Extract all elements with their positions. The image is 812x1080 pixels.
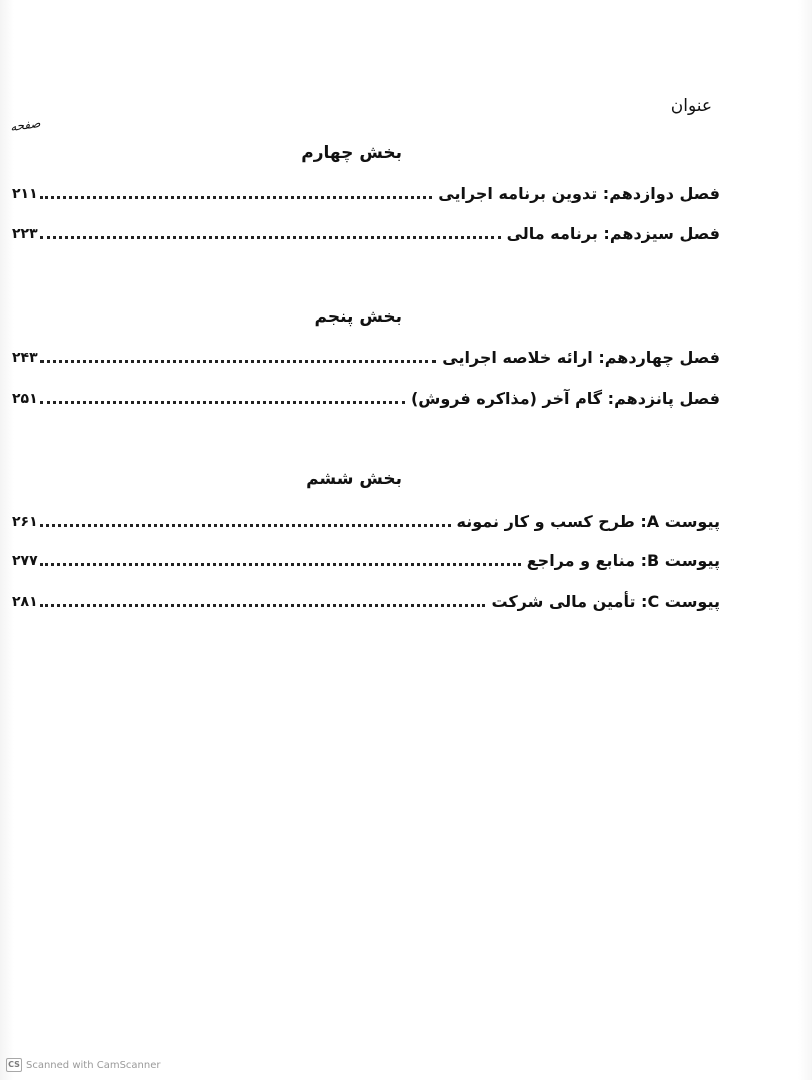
camscanner-logo-icon: CS: [6, 1058, 22, 1072]
dot-leader: [40, 359, 437, 363]
toc-entry-title: فصل سیزدهم: برنامه مالی: [506, 224, 720, 243]
toc-entry-page: ۲۸۱: [12, 594, 38, 610]
toc-entry-title: فصل پانزدهم: گام آخر (مذاکره فروش): [410, 389, 720, 408]
toc-entry-page: ۲۴۳: [12, 350, 38, 366]
toc-entry[interactable]: [12, 589, 720, 613]
toc-entry[interactable]: [12, 181, 720, 205]
toc-entry-page: ۲۷۷: [12, 553, 38, 569]
toc-entry-title: فصل دوازدهم: تدوین برنامه اجرایی: [438, 184, 720, 203]
toc-entry-page: ۲۲۳: [12, 226, 38, 242]
column-title-heading: عنوان: [670, 96, 712, 116]
column-page-heading: صفحه: [9, 115, 42, 135]
toc-entry-page: ۲۱۱: [12, 186, 38, 202]
toc-entry-title: فصل چهاردهم: ارائه خلاصه اجرایی: [442, 348, 720, 367]
toc-entry[interactable]: [12, 345, 720, 369]
dot-leader: [40, 562, 521, 566]
toc-entry[interactable]: [12, 509, 720, 533]
dot-leader: [40, 523, 451, 527]
toc-entry-page: ۲۵۱: [12, 391, 38, 407]
section-title: بخش ششم: [306, 469, 402, 489]
section-title: بخش چهارم: [301, 143, 402, 163]
toc-entry[interactable]: [12, 221, 720, 245]
scanner-watermark: [6, 1058, 161, 1072]
dot-leader: [40, 195, 433, 199]
section-title: بخش پنجم: [314, 307, 402, 327]
dot-leader: [40, 235, 501, 239]
dot-leader: [40, 400, 405, 404]
toc-entry-title: پیوست C: تأمین مالی شرکت: [491, 592, 720, 611]
scanner-watermark-text: Scanned with CamScanner: [26, 1059, 161, 1071]
toc-entry-title: پیوست A: طرح کسب و کار نمونه: [456, 512, 720, 531]
toc-entry[interactable]: [12, 548, 720, 572]
toc-entry[interactable]: [12, 386, 720, 410]
toc-entry-page: ۲۶۱: [12, 514, 38, 530]
dot-leader: [40, 603, 486, 607]
toc-entry-title: پیوست B: منابع و مراجع: [526, 551, 720, 570]
